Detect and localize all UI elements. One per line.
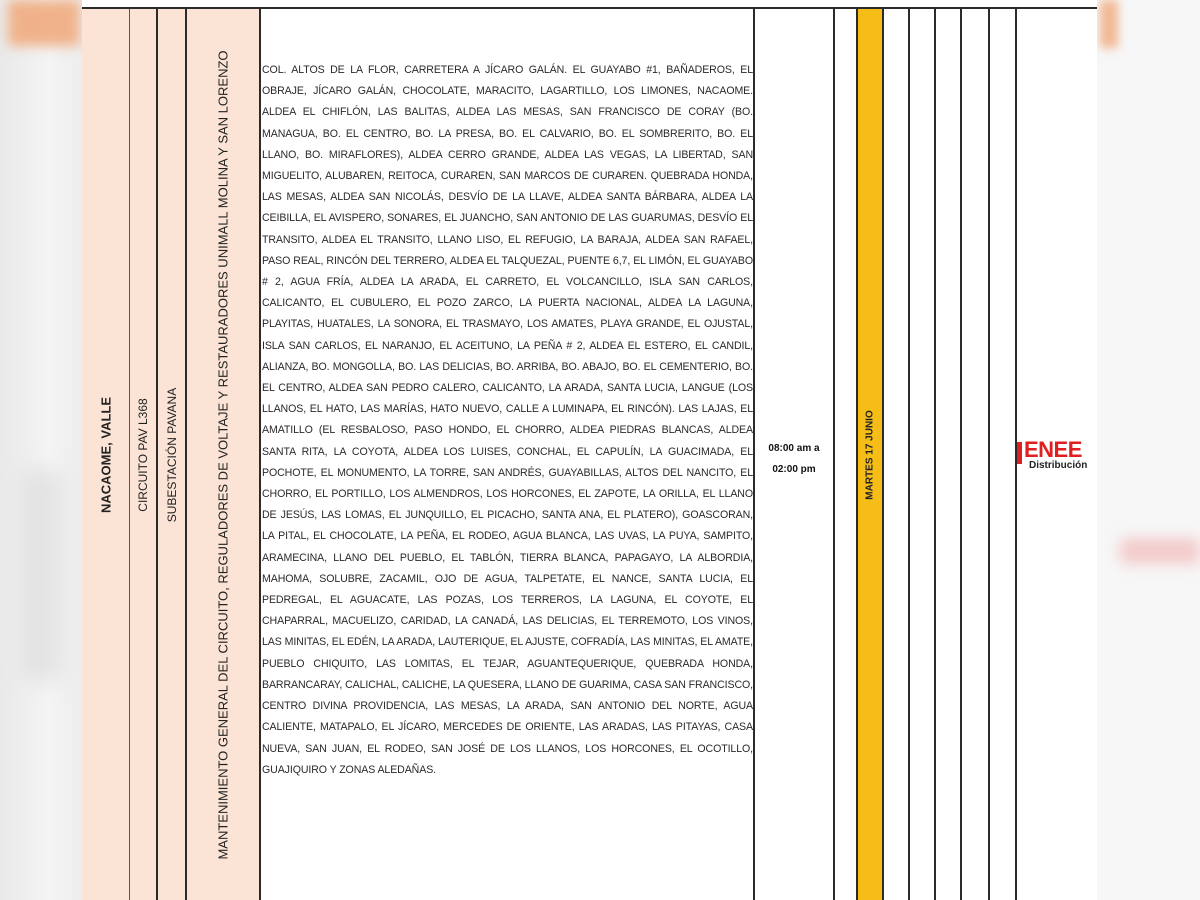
background-accent-left [8, 0, 80, 46]
outage-table [82, 0, 1097, 900]
date-cell [858, 9, 884, 900]
affected-areas-text: COL. ALTOS DE LA FLOR, CARRETERA A JÍCARO GALÁN. EL GUAYABO #1, BAÑADEROS, EL OBRAJE, JÍCARO GALÁN, CHOCOLATE, MARACITO, LAGARTILLO, LOS LIMONES, NACAOME. ALDEA EL CHIFLÓN, LAS BALITAS, ALDEA LAS MESAS, SAN FRANCISCO DE CORAY (BO. MANAGUA, BO. EL CENTRO, BO. LA PRESA, BO. EL CALVARIO, BO. EL SOMBRERITO, BO. EL LLANO, BO. MIRAFLORES), ALDEA CERRO GRANDE, ALDEA LAS VEGAS, LA LIBERTAD, SAN MIGUELITO, ALUBAREN, REITOCA, CURAREN, SAN MARCOS DE CURAREN. QUEBRADA HONDA, LAS MESAS, ALDEA SAN NICOLÁS, DESVÍO DE LA LLAVE, ALDEA SANTA BÁRBARA, ALDEA LA CEIBILLA, EL AVISPERO, SONARES, EL JUANCHO, SAN ANTONIO DE LAS GUARUMAS, DESVÍO EL TRANSITO, ALDEA EL TRANSITO, LLANO LISO, EL REFUGIO, LA BARAJA, ALDEA SAN RAFAEL, PASO REAL, RINCÓN DEL TERRERO, ALDEA EL TALQUEZAL, PUENTE 6,7, EL LIMÓN, EL GUAYABO # 2, AGUA FRÍA, ALDEA LA ARADA, EL CARRETO, EL VOLCANCILLO, ISLA SAN CARLOS, CALICANTO, EL CUBULERO, EL POZO ZARCO, LA PUERTA NACIONAL, ALDEA LA LAGUNA, PLAYITAS, HUATALES, LA SONORA, EL TRASMAYO, LOS AMATES, PLAYA GRANDE, EL OJUSTAL, ISLA SAN CARLOS, EL NARANJO, EL ACEITUNO, LA PEÑA # 2, ALDEA EL ESTERO, EL CANDIL, ALIANZA, BO. MONGOLLA, BO. LAS DELICIAS, BO. ARRIBA, BO. ABAJO, BO. EL CEMENTERIO, BO. EL CENTRO, ALDEA SAN PEDRO CALERO, CALICANTO, LA ARADA, SANTA LUCIA, LANGUE (LOS LLANOS, EL HATO, LAS MARÍAS, HATO NUEVO, CALLE A LUMINAPA, EL RINCÓN). LAS LAJAS, EL AMATILLO (EL RESBALOSO, PASO HONDO, EL CHORRO, ALDEA PIEDRAS BLANCAS, ALDEA SANTA RITA, LA COYOTA, ALDEA LOS LUISES, CONCHAL, EL CAPULÍN, LA GUACIMADA, EL POCHOTE, EL MONUMENTO, LA TORRE, SAN ANDRÉS, GUAYABILLAS, ALTOS DEL NANCITO, EL CHORRO, EL PORTILLO, LOS ALMENDROS, LOS HORCONES, EL ZAPOTE, LA ORILLA, EL LLANO DE JESÚS, LAS LOMAS, EL JUNQUILLO, EL PICACHO, SANTA ANA, EL PLATERO), GOASCORAN, LA PITAL, EL CHOCOLATE, LA PEÑA, EL RODEO, AGUA BLANCA, LAS UVAS, LA PUYA, SAMPITO, ARAMECINA, LLANO DEL PUEBLO, EL TABLÓN, TIERRA BLANCA, PAPAGAYO, LA ALBORDIA, MAHOMA, SOLUBRE, ZACAMIL, OJO DE AGUA, TALPETATE, EL NANCE, SANTA LUCIA, EL PEDREGAL, EL AGUACATE, LAS POZAS, LOS TERREROS, LA LAGUNA, EL COYOTE, EL CHAPARRAL, MACUELIZO, CARIDAD, LA CANADÁ, LAS DELICIAS, EL TERREMOTO, LOS VINOS, LAS MINITAS, EL EDÉN, LA ARADA, LAUTERIQUE, EL AJUSTE, COFRADÍA, LAS MINITAS, EL AMATE, PUEBLO CHIQUITO, LAS LOMITAS, EL TEJAR, AGUANTEQUERIQUE, QUEBRADA HONDA, BARRANCARAY, CALICHAL, CALICHE, LA QUESERA, LLANO DE GUARIMA, CASA SAN FRANCISCO, CENTRO DIVINA PROVIDENCIA, LAS MESAS, LA ARADA, SAN ANTONIO DEL NORTE, AGUA CALIENTE, MATAPALO, EL JÍCARO, MERCEDES DE ORIENTE, LAS ARADAS, LAS PITAYAS, CASA NUEVA, SAN JUAN, EL RODEO, SAN JOSÉ DE LOS LLANOS, LOS HORCONES, EL OCOTILLO, GUAJIQUIRO Y ZONAS ALEDAÑAS. [262, 64, 753, 776]
blank-cell-2 [884, 9, 910, 900]
substation-text: SUBESTACIÓN PAVANA [164, 387, 179, 522]
background-left [0, 0, 82, 900]
circuit-cell [130, 9, 158, 900]
background-ghost-right [1120, 538, 1200, 564]
schedule-text: 08:00 am a 02:00 pm [768, 443, 820, 475]
logo-mark-icon [1017, 442, 1022, 464]
substation-cell [158, 9, 187, 900]
blank-cell-1 [835, 9, 858, 900]
date-text: MARTES 17 JUNIO [864, 409, 876, 500]
location-text: NACAOME, VALLE [98, 396, 113, 513]
enee-logo [1017, 436, 1097, 476]
work-description-text: MANTENIMIENTO GENERAL DEL CIRCUITO, REGULADORES DE VOLTAJE Y RESTAURADORES UNIMALL MOLINA Y SAN LORENZO [215, 49, 231, 860]
blank-cell-6 [990, 9, 1017, 900]
location-cell [82, 9, 130, 900]
blank-cell-4 [936, 9, 962, 900]
blank-cell-3 [910, 9, 936, 900]
background-right [1097, 0, 1200, 900]
background-accent-right [1100, 0, 1118, 48]
background-ghost-left [22, 470, 62, 680]
logo-wordmark: ENEE [1024, 437, 1082, 462]
logo-subtitle: Distribución [1029, 460, 1088, 471]
work-description-cell [187, 9, 261, 900]
circuit-text: CIRCUITO PAV L368 [136, 397, 150, 512]
blank-cell-5 [962, 9, 990, 900]
